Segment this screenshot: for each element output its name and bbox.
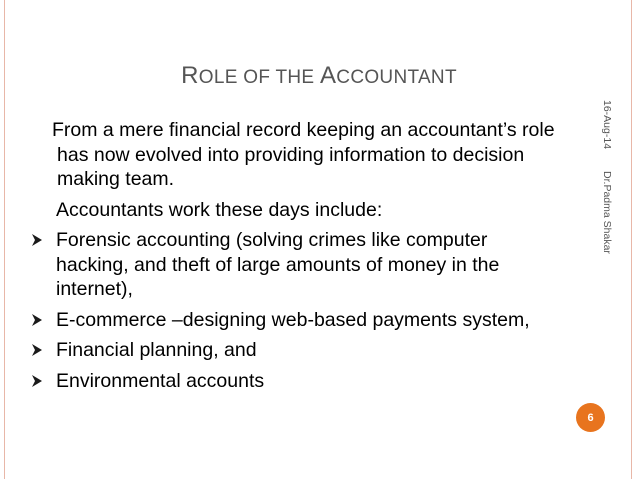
side-author: Dr.Padma Shakar (601, 171, 613, 254)
bullet-text: E-commerce –designing web-based payments system, (56, 308, 530, 331)
title-first-letter: R (181, 62, 199, 89)
bullet-item (30, 308, 560, 333)
bullet-item (30, 369, 560, 394)
bullet-text: Financial planning, and (56, 339, 257, 361)
side-footer (591, 100, 615, 300)
intro-paragraph: From a mere financial record keeping an accountant’s role has now evolved into providing information to decision making team. (52, 119, 555, 190)
arrow-bullet-icon (30, 343, 44, 357)
page-number-badge: 6 (576, 403, 605, 432)
bullet-item (30, 338, 560, 363)
bullet-item (30, 228, 560, 302)
arrow-bullet-icon (30, 313, 44, 327)
slide-title (0, 62, 638, 90)
arrow-bullet-icon (30, 374, 44, 388)
title-a: A (319, 62, 337, 89)
arrow-bullet-icon (30, 233, 44, 247)
bullet-text: Forensic accounting (solving crimes like computer hacking, and theft of large amounts of money in the internet), (56, 229, 500, 300)
side-date: 16-Aug-14 (601, 100, 613, 150)
slide-body (30, 118, 560, 399)
title-rest-2: CCOUNTANT (336, 67, 457, 88)
side-footer-text (601, 100, 613, 254)
lead-in-paragraph: Accountants work these days include: (56, 198, 383, 221)
bullet-text: Environmental accounts (56, 369, 265, 392)
title-rest: OLE OF THE (198, 67, 320, 88)
